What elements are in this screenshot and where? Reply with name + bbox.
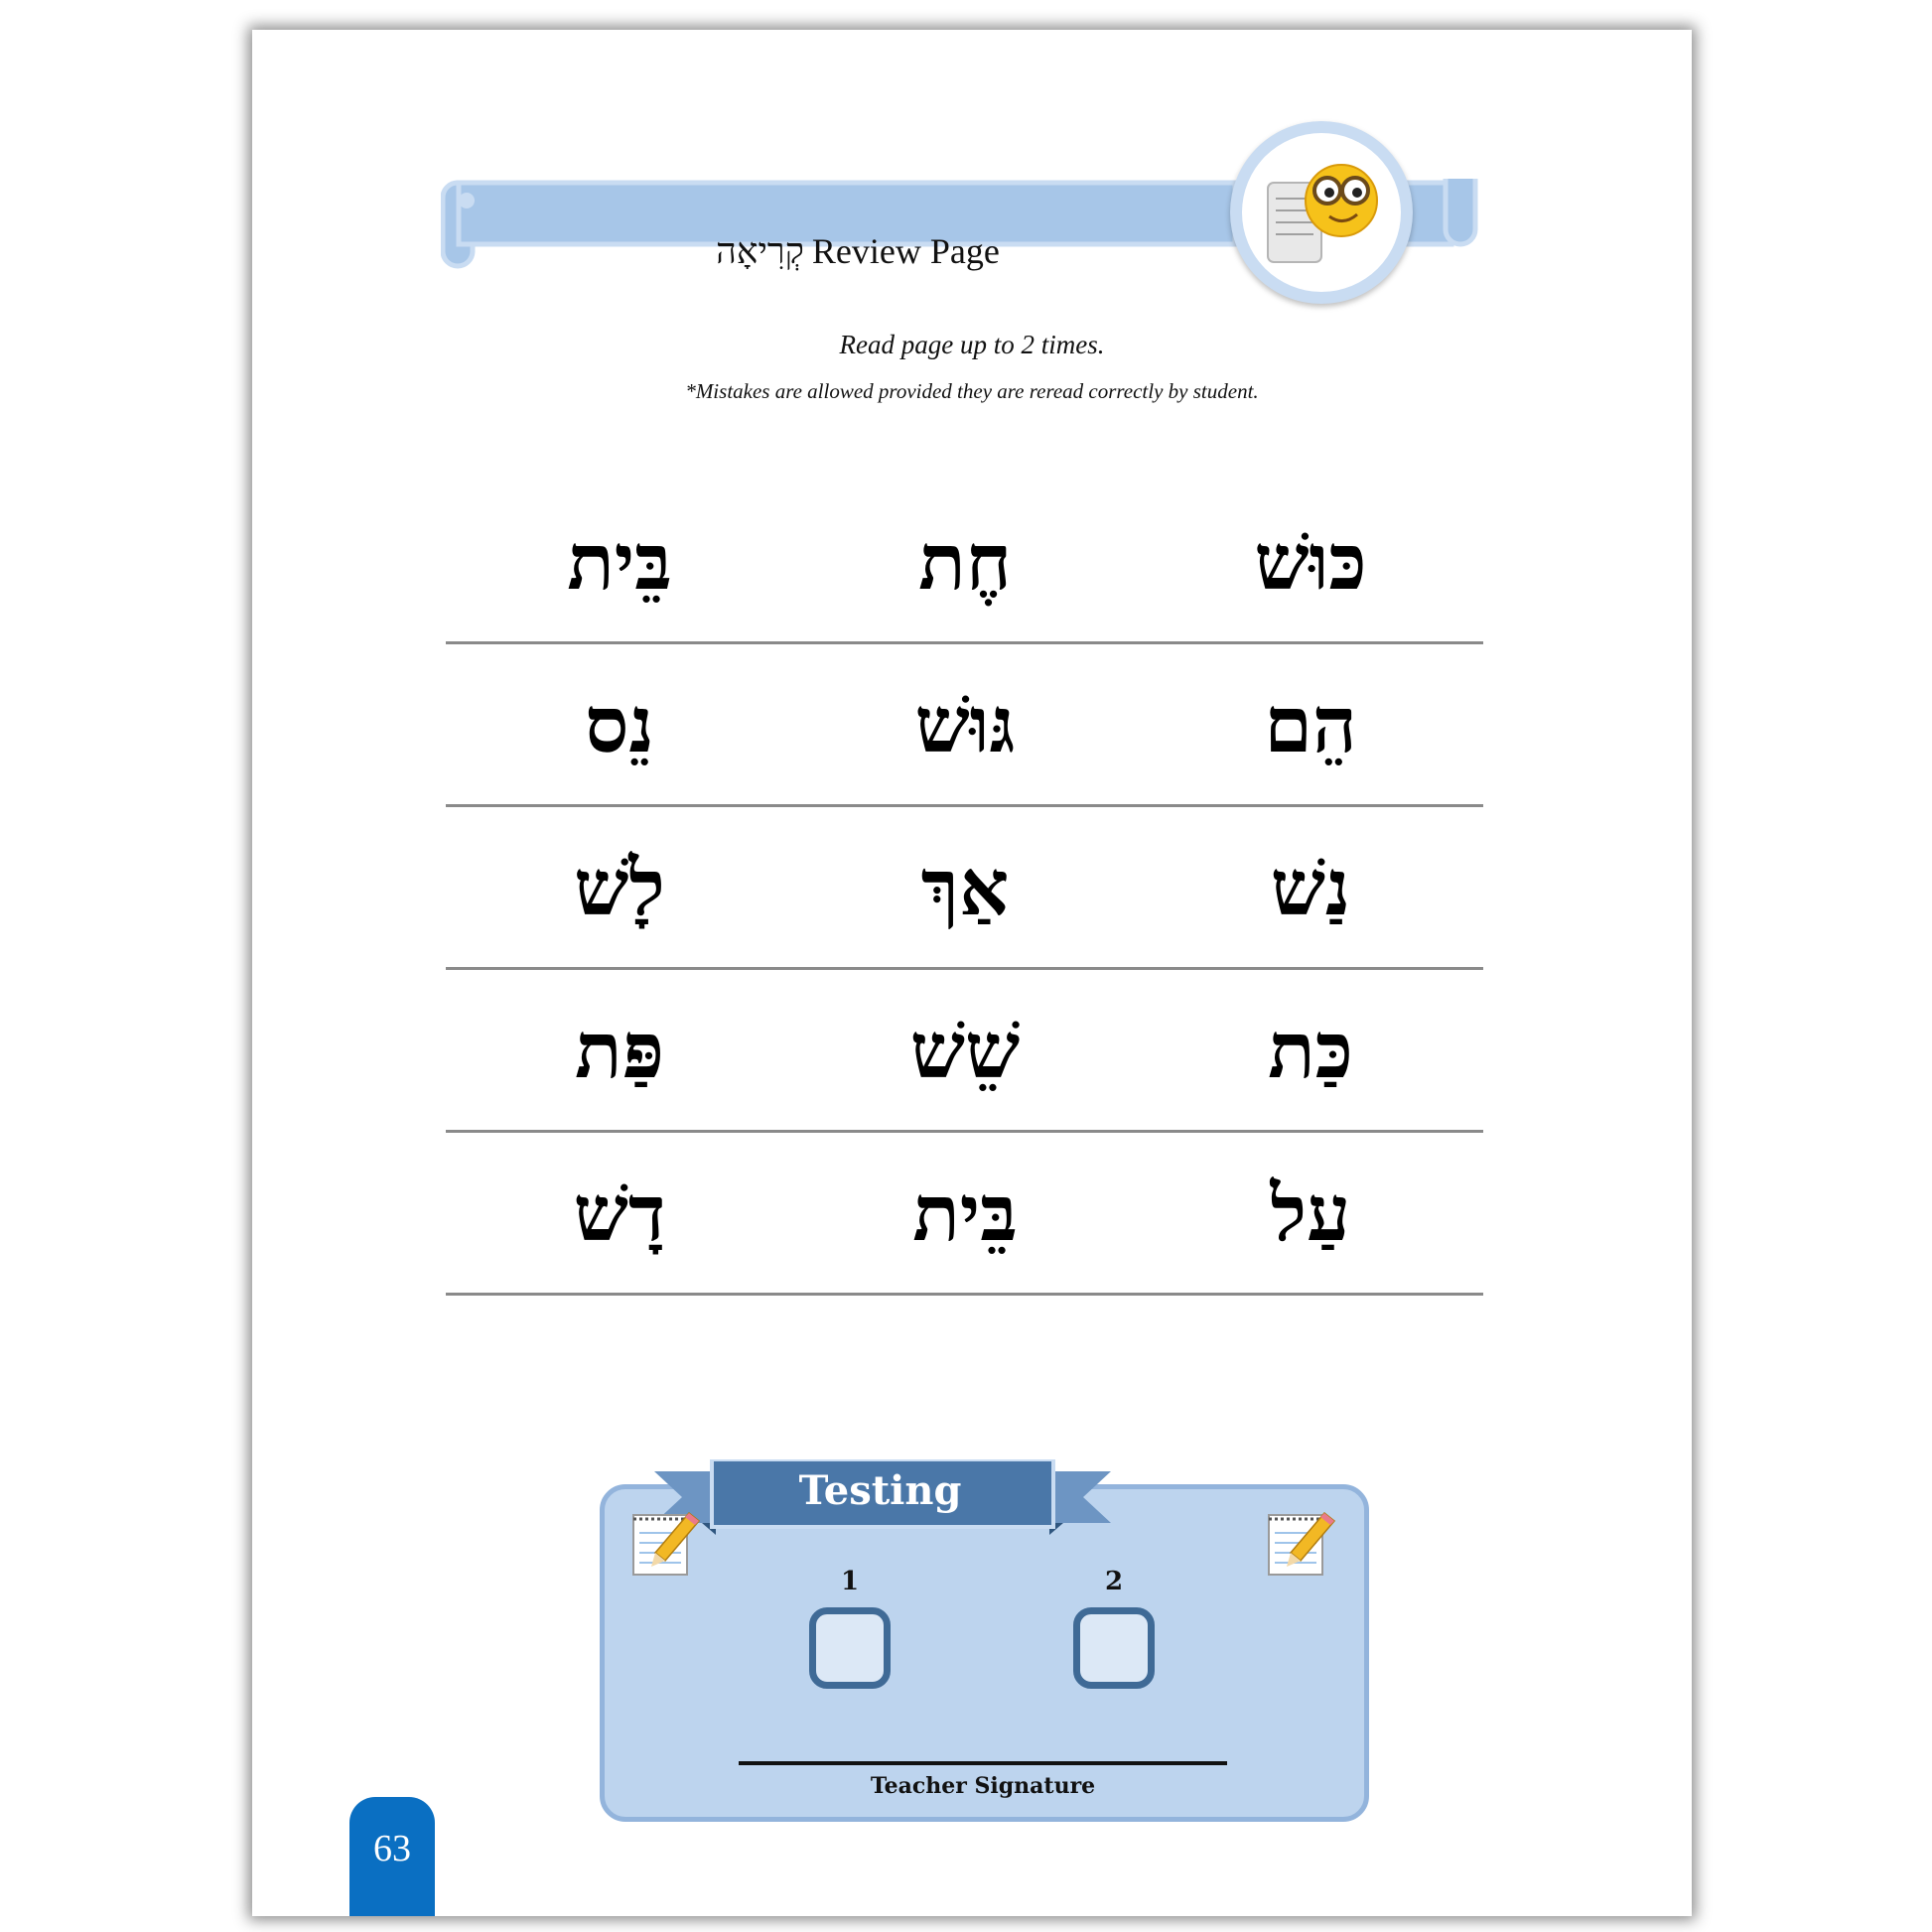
word-cell: הֵם (1264, 680, 1357, 770)
signature-line[interactable] (739, 1761, 1227, 1765)
word-cell: עַל (1270, 1169, 1351, 1259)
word-cell: נֵס (585, 680, 654, 770)
word-cell: נַשׁ (1270, 843, 1351, 933)
notepad-pencil-icon (1265, 1509, 1336, 1581)
attempt-number-1: 1 (840, 1567, 860, 1596)
word-grid (446, 482, 1483, 1296)
testing-title: Testing (798, 1467, 962, 1514)
signature-label: Teacher Signature (870, 1773, 1096, 1799)
page-title (441, 230, 1275, 272)
attempt-checkbox-1[interactable] (809, 1607, 891, 1689)
title-hebrew: קְרִיאָה (716, 231, 804, 271)
testing-ribbon (654, 1459, 1111, 1539)
instruction-read: Read page up to 2 times. (839, 330, 1105, 359)
word-row (446, 482, 1483, 644)
worksheet-page (252, 30, 1692, 1916)
word-cell: דָשׁ (573, 1169, 666, 1259)
word-row (446, 1133, 1483, 1296)
attempt-checkbox-2[interactable] (1073, 1607, 1155, 1689)
title-text: Review Page (811, 231, 1000, 271)
word-cell: פַּת (575, 1006, 664, 1096)
word-cell: חֶת (918, 517, 1012, 608)
page-number: 63 (373, 1828, 411, 1869)
word-cell: בֵּית (912, 1169, 1018, 1259)
page-number-tab (349, 1797, 435, 1916)
word-cell: לָשׁ (574, 843, 665, 933)
word-row (446, 644, 1483, 807)
word-row (446, 807, 1483, 970)
instruction-mistakes: *Mistakes are allowed provided they are reread correctly by student. (685, 379, 1259, 403)
word-cell: כּוּשׁ (1254, 517, 1367, 608)
word-cell: אַךְ (920, 843, 1010, 933)
word-row (446, 970, 1483, 1133)
attempt-number-2: 2 (1104, 1567, 1124, 1596)
word-cell: בֵּית (567, 517, 672, 608)
word-cell: גּוּשׁ (914, 680, 1016, 770)
notepad-pencil-icon (629, 1509, 701, 1581)
reading-emoji-icon (1230, 121, 1413, 304)
word-cell: שֵׁשׁ (909, 1006, 1021, 1096)
word-cell: כַּת (1268, 1006, 1353, 1096)
